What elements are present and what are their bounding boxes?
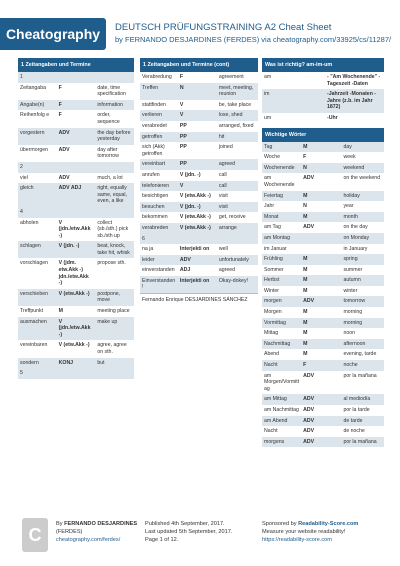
- table-row: [262, 212, 384, 223]
- type-cell: M: [301, 339, 341, 350]
- section-title-cont: 1 Zeitangaben und Termine (cont): [140, 58, 258, 72]
- table-row: [262, 191, 384, 202]
- type-cell: [301, 244, 341, 255]
- footer-author-name: FERNANDO DESJARDINES: [64, 521, 138, 527]
- term-cell: Herbst: [262, 275, 301, 286]
- group-label-row: [18, 162, 134, 173]
- term-cell: verlieren: [140, 110, 178, 121]
- meaning-cell: agreement: [218, 74, 244, 80]
- meaning-cell: agree, agree on sth.: [97, 342, 127, 355]
- type-cell: PP: [179, 144, 187, 151]
- table-row: [140, 72, 258, 83]
- group-label: 1: [18, 72, 134, 83]
- header: [0, 0, 400, 52]
- term-cell: Vormittag: [262, 318, 301, 329]
- type-cell: N: [178, 83, 217, 100]
- type-cell: N: [301, 163, 341, 174]
- type-cell: M: [58, 308, 63, 315]
- meaning-cell: al mediodía: [341, 394, 384, 405]
- cheatography-logo[interactable]: Cheatography: [0, 18, 106, 50]
- column-1: [18, 58, 134, 379]
- meaning-cell: day after tomorrow: [97, 146, 119, 160]
- meaning-cell: unfortunately: [217, 255, 258, 266]
- table-row: [262, 286, 384, 297]
- term-cell: Treffpunkt: [20, 308, 44, 315]
- type-cell: ADV: [58, 146, 70, 153]
- term-cell: ausmachen: [18, 317, 57, 341]
- meaning-cell: weekend: [341, 163, 384, 174]
- term-cell: Nacht: [262, 360, 301, 371]
- table-row: [262, 254, 384, 265]
- meaning-cell: postpone, move: [95, 289, 134, 306]
- table-row: [140, 100, 258, 111]
- meaning-cell: call: [218, 171, 227, 178]
- term-cell: am: [264, 74, 272, 80]
- table-row: [18, 306, 134, 317]
- column-2: [140, 58, 258, 306]
- term-cell: übermorgen: [20, 146, 48, 153]
- meaning-cell: arrange: [217, 223, 258, 234]
- term-cell: sondern: [18, 358, 57, 369]
- type-cell: ADV ADJ: [57, 183, 96, 207]
- table-row: [262, 113, 384, 124]
- group-label-row: [18, 207, 134, 218]
- meaning-cell: lose, shed: [217, 110, 258, 121]
- meaning-cell: day: [341, 142, 384, 153]
- type-cell: V (etw.Akk -): [179, 193, 211, 200]
- table-row: [140, 265, 258, 276]
- term-cell: Morgen: [264, 309, 282, 316]
- type-cell: V (jdn. -): [57, 241, 96, 258]
- type-cell: ADV: [303, 175, 315, 182]
- meaning-cell: por la mañana: [341, 437, 384, 448]
- meaning-cell: summer: [343, 266, 363, 273]
- term-cell: Winter: [264, 287, 279, 294]
- type-cell: [301, 233, 341, 244]
- type-cell: V (jdn./etw.Akk -): [57, 317, 96, 341]
- published-date: Published 4th September, 2017.: [145, 521, 225, 527]
- term-cell: verabreden: [140, 223, 178, 234]
- sponsor-line: [262, 520, 358, 528]
- meaning-cell: much, a lot: [97, 174, 123, 181]
- group-label: 6: [140, 234, 258, 245]
- table-row: [140, 255, 258, 266]
- term-cell: verschieben: [18, 289, 57, 306]
- type-cell: -Jahrzeit -Monaten -Jahre (z.b. im Jahr 1872): [325, 89, 384, 113]
- meaning-cell: visit: [218, 193, 228, 200]
- table-row: [262, 244, 384, 255]
- section-title-prepositions: Was ist richtig? am-im-um: [262, 58, 384, 72]
- type-cell: M: [301, 275, 341, 286]
- term-cell: Einverstanden!: [140, 276, 178, 293]
- table-row: [140, 244, 258, 255]
- type-cell: V (etw.Akk -): [58, 342, 90, 349]
- term-cell: getroffen: [140, 132, 178, 143]
- meaning-cell: well: [218, 246, 228, 253]
- table-row: [262, 89, 384, 113]
- meaning-cell: spring: [341, 254, 384, 265]
- table-row: [262, 318, 384, 329]
- type-cell: M: [303, 309, 308, 316]
- term-cell: gleich: [18, 183, 57, 207]
- meaning-cell: in January: [343, 245, 368, 252]
- meaning-cell: meeting place: [97, 308, 130, 315]
- group-label-row: [140, 234, 258, 245]
- sponsor-url[interactable]: https://readability-score.com: [262, 537, 332, 543]
- term-cell: Woche: [264, 154, 281, 161]
- term-cell: Mittag: [264, 330, 279, 337]
- type-cell: F: [179, 74, 184, 80]
- term-cell: Reihenfolg e: [20, 112, 50, 119]
- meaning-cell: noche: [341, 360, 384, 371]
- term-cell: vereinbart: [140, 159, 178, 170]
- type-cell: ADV: [57, 128, 96, 145]
- meaning-cell: visit: [217, 202, 258, 213]
- meaning-cell: make up: [95, 317, 134, 341]
- term-cell: Tag: [262, 142, 301, 153]
- footer-by: By: [56, 521, 65, 527]
- meaning-cell: afternoon: [341, 339, 384, 350]
- table-row: [262, 152, 384, 163]
- table-row: [140, 202, 258, 213]
- table-row: [140, 110, 258, 121]
- meaning-cell: por la tarde: [343, 407, 370, 413]
- sponsor-link[interactable]: Readability-Score.com: [298, 521, 359, 527]
- type-cell: M: [301, 318, 341, 329]
- term-cell: Monat: [262, 212, 301, 223]
- meaning-cell: but: [95, 358, 134, 369]
- table-row: [262, 307, 384, 318]
- footer-dates: [145, 520, 232, 544]
- meaning-cell: right, equally same, equal, even, a like: [95, 183, 134, 207]
- footer-sponsor: [262, 520, 358, 544]
- table-row: [262, 426, 384, 437]
- section-title: 1 Zeitangaben und Termine: [18, 58, 134, 72]
- table-row: [18, 289, 134, 306]
- term-cell: am Morgen/Vormittag: [264, 372, 300, 392]
- table-row: [262, 371, 384, 395]
- type-cell: F: [58, 112, 62, 119]
- type-cell: M: [301, 142, 341, 153]
- footer-author: [56, 520, 137, 528]
- table-row: [262, 349, 384, 360]
- table-row: [18, 128, 134, 145]
- sponsor-tagline: Measure your website readability!: [262, 529, 346, 535]
- type-cell: ADV: [303, 428, 315, 435]
- by-prefix: by: [115, 35, 126, 44]
- term-cell: Abend: [264, 351, 280, 358]
- term-cell: Angabe(n): [18, 100, 57, 111]
- via-text: via: [259, 35, 273, 44]
- group-label: 2: [18, 162, 134, 173]
- type-cell: M: [301, 212, 341, 223]
- term-cell: Verabredung: [142, 74, 172, 80]
- table-row: [262, 360, 384, 371]
- meaning-cell: morning: [341, 318, 384, 329]
- type-cell: F: [57, 100, 96, 111]
- type-cell: ADV: [58, 174, 70, 181]
- term-cell: im Januar: [264, 245, 287, 252]
- type-cell: ADV: [301, 394, 341, 405]
- meaning-cell: agreed: [217, 159, 258, 170]
- type-cell: F: [303, 154, 307, 161]
- column-3: [262, 58, 384, 447]
- meaning-cell: order, sequence: [97, 112, 120, 125]
- meaning-cell: autumn: [341, 275, 384, 286]
- term-cell: Feiertag: [262, 191, 301, 202]
- table-row: [18, 358, 134, 369]
- meaning-cell: be, take place: [218, 101, 252, 108]
- table-row: [140, 132, 258, 143]
- meaning-cell: call: [217, 181, 258, 192]
- type-cell: -Uhr: [327, 114, 338, 121]
- meaning-cell: get, receive: [218, 214, 246, 221]
- term-cell: vorschlagen: [20, 260, 48, 267]
- type-cell: N: [303, 203, 307, 210]
- type-cell: Interjekti on: [178, 276, 217, 293]
- prepositions-table: [262, 72, 384, 124]
- table-row: [18, 173, 134, 184]
- type-cell: PP: [178, 159, 217, 170]
- type-cell: ADV: [303, 224, 315, 231]
- term-cell: Zeitangaba: [20, 84, 46, 91]
- type-cell: V: [178, 181, 217, 192]
- type-cell: M: [303, 351, 308, 358]
- table-row: [262, 416, 384, 427]
- table-row: [18, 83, 134, 100]
- term-cell: leider: [140, 255, 178, 266]
- term-cell: um: [264, 114, 272, 121]
- type-cell: V (jdn./etw.Akk -): [58, 219, 91, 239]
- type-cell: M: [301, 191, 341, 202]
- term-cell: am Abend: [262, 416, 301, 427]
- meaning-cell: tomorrow: [341, 296, 384, 307]
- table-row: [262, 296, 384, 307]
- term-cell: besuchen: [140, 202, 178, 213]
- page-number: Page 1 of 12.: [145, 537, 179, 543]
- term-cell: Frühling: [262, 254, 301, 265]
- type-cell: ADV: [301, 296, 341, 307]
- cheatography-footer-logo: C: [22, 518, 48, 552]
- group-label: 5: [18, 368, 134, 379]
- author-link[interactable]: FERNANDO DESJARDINES (FERDES): [125, 35, 260, 44]
- table-row: [140, 121, 258, 132]
- type-cell: ADV: [303, 372, 315, 379]
- section-title-words: Wichtige Wörter: [262, 128, 384, 142]
- table-row: [140, 170, 258, 181]
- type-cell: V (etw.Akk -): [178, 223, 217, 234]
- meaning-cell: on the day: [343, 224, 368, 231]
- sponsor-prefix: Sponsored by: [262, 521, 299, 527]
- table-row: [262, 201, 384, 212]
- type-cell: F: [301, 360, 341, 371]
- term-cell: Sommer: [264, 266, 284, 273]
- type-cell: V (jdn. -): [178, 202, 217, 213]
- type-cell: - "Am Wochenende" -Tageszeit -Daten: [327, 74, 381, 87]
- group-label-row: [18, 368, 134, 379]
- term-cell: Wochenende: [262, 163, 301, 174]
- meaning-cell: week: [343, 154, 356, 161]
- table-row: [262, 328, 384, 339]
- term-cell: besichtigen: [142, 193, 169, 200]
- term-cell: einverstanden: [142, 267, 175, 274]
- table-row: [140, 212, 258, 223]
- table-row: [140, 142, 258, 159]
- meaning-cell: date, time specification: [97, 84, 126, 98]
- meaning-cell: Okay-dokey!: [217, 276, 258, 293]
- meaning-cell: arranged, fixed: [218, 122, 254, 129]
- term-cell: morgens: [262, 437, 301, 448]
- type-cell: F: [58, 84, 62, 91]
- meaning-cell: meet, meeting, reunion: [217, 83, 258, 100]
- footer: [0, 510, 400, 566]
- meaning-cell: propose sth.: [97, 260, 126, 267]
- type-cell: V: [179, 101, 184, 108]
- table-row: [262, 437, 384, 448]
- table-row: [18, 100, 134, 111]
- meaning-cell: noon: [343, 330, 355, 337]
- meaning-cell: winter: [343, 287, 358, 294]
- meaning-cell: on the weekend: [343, 175, 381, 182]
- type-cell: M: [301, 254, 341, 265]
- table-row: [140, 181, 258, 192]
- meaning-cell: collect (sb./sth.) pick sb./sth up: [97, 219, 129, 239]
- term-cell: vorgestern: [18, 128, 57, 145]
- term-cell: im: [262, 89, 325, 113]
- term-cell: na ja: [142, 246, 154, 253]
- term-cell: am Wochenende: [264, 175, 295, 188]
- type-cell: ADJ: [179, 267, 191, 274]
- type-cell: PP: [179, 122, 187, 129]
- table-row: [262, 275, 384, 286]
- term-cell: am Tag: [264, 224, 281, 231]
- important-words-table: [262, 142, 384, 448]
- type-cell: ADV: [178, 255, 217, 266]
- footer-handle: (FERDES): [56, 529, 83, 535]
- term-cell: anrufen: [142, 171, 160, 178]
- table-row: [262, 72, 384, 89]
- type-cell: PP: [178, 132, 217, 143]
- term-cell: morgen: [262, 296, 301, 307]
- term-cell: sich (Akk) getroffen: [142, 144, 165, 157]
- type-cell: M: [303, 287, 308, 294]
- term-cell: stattfinden: [142, 101, 166, 108]
- term-cell: bekommen: [142, 214, 168, 221]
- term-cell: Nachmittag: [262, 339, 301, 350]
- meaning-cell: evening, tarde: [343, 351, 377, 358]
- sheet-title-block: [115, 22, 391, 46]
- term-cell: schlagen: [18, 241, 57, 258]
- meaning-cell: hit: [217, 132, 258, 143]
- meaning-cell: on Monday: [341, 233, 384, 244]
- type-cell: M: [303, 330, 308, 337]
- table-row: [262, 163, 384, 174]
- term-cell: telefonieren: [140, 181, 178, 192]
- group-label: 4: [18, 207, 134, 218]
- table-row: [18, 110, 134, 127]
- table-row: [262, 222, 384, 233]
- term-cell: verabredet: [142, 122, 167, 129]
- table-row: [18, 317, 134, 341]
- table-row: [18, 340, 134, 357]
- term-cell: viel: [20, 174, 28, 181]
- term-cell: Nacht: [264, 428, 278, 435]
- author-credit: Fernando Enrique DESJARDINES SÁNCHEZ: [140, 293, 258, 306]
- type-cell: M: [303, 266, 308, 273]
- term-cell: abholen: [20, 219, 39, 226]
- group-label-row: [18, 72, 134, 83]
- table-row: [262, 339, 384, 350]
- meaning-cell: beat, knock, take hit, whisk: [95, 241, 134, 258]
- meaning-cell: month: [341, 212, 384, 223]
- footer-profile-link[interactable]: cheatography.com/ferdes/: [56, 537, 121, 543]
- table-row: [262, 173, 384, 190]
- table-row: [18, 145, 134, 162]
- term-cell: am Montag: [262, 233, 301, 244]
- type-cell: ADV: [303, 407, 315, 413]
- meaning-cell: year: [343, 203, 354, 210]
- meaning-cell: holiday: [341, 191, 384, 202]
- table-row: [262, 233, 384, 244]
- meaning-cell: joined: [218, 144, 233, 151]
- term-cell: vereinbaren: [20, 342, 48, 349]
- type-cell: ADV: [301, 437, 341, 448]
- table-row: [262, 405, 384, 416]
- type-cell: V: [178, 110, 217, 121]
- table-row: [140, 223, 258, 234]
- type-cell: V (jdn. -): [179, 171, 201, 178]
- updated-date: Last updated 5th September, 2017.: [145, 529, 233, 535]
- type-cell: ADV: [301, 416, 341, 427]
- meaning-cell: agreed: [218, 267, 236, 274]
- table-row: [140, 191, 258, 202]
- vocab-table-cont: [140, 72, 258, 293]
- type-cell: Interjekti on: [179, 246, 210, 253]
- table-row: [262, 394, 384, 405]
- sheet-byline: [115, 34, 391, 46]
- meaning-cell: por la mañana: [343, 372, 377, 379]
- meaning-cell: morning: [343, 309, 363, 316]
- term-cell: Jahr: [264, 203, 275, 210]
- type-cell: KONJ: [57, 358, 96, 369]
- type-cell: V (etw.Akk -): [57, 289, 96, 306]
- vocab-table: [18, 72, 134, 379]
- term-cell: am Nachmittag: [264, 407, 299, 413]
- meaning-cell: de tarde: [341, 416, 384, 427]
- table-row: [18, 218, 134, 242]
- type-cell: V (jdm. etw.Akk -) jdn./etw.Akk -): [58, 260, 89, 287]
- meaning-cell: de noche: [343, 428, 365, 435]
- table-row: [140, 276, 258, 293]
- table-row: [18, 183, 134, 207]
- table-row: [262, 142, 384, 153]
- term-cell: Treffen: [140, 83, 178, 100]
- table-row: [140, 83, 258, 100]
- sheet-title: DEUTSCH PRÜFUNGSTRAINING A2 Cheat Sheet: [115, 22, 332, 33]
- sheet-url-link[interactable]: cheatography.com/33925/cs/11287/: [272, 35, 392, 44]
- table-row: [140, 159, 258, 170]
- meaning-cell: the day before yesterday: [95, 128, 134, 145]
- meaning-cell: information: [95, 100, 134, 111]
- table-row: [262, 265, 384, 276]
- term-cell: am Mittag: [262, 394, 301, 405]
- footer-author-block: [56, 520, 137, 544]
- table-row: [18, 241, 134, 258]
- type-cell: V (etw.Akk -): [179, 214, 211, 221]
- table-row: [18, 258, 134, 288]
